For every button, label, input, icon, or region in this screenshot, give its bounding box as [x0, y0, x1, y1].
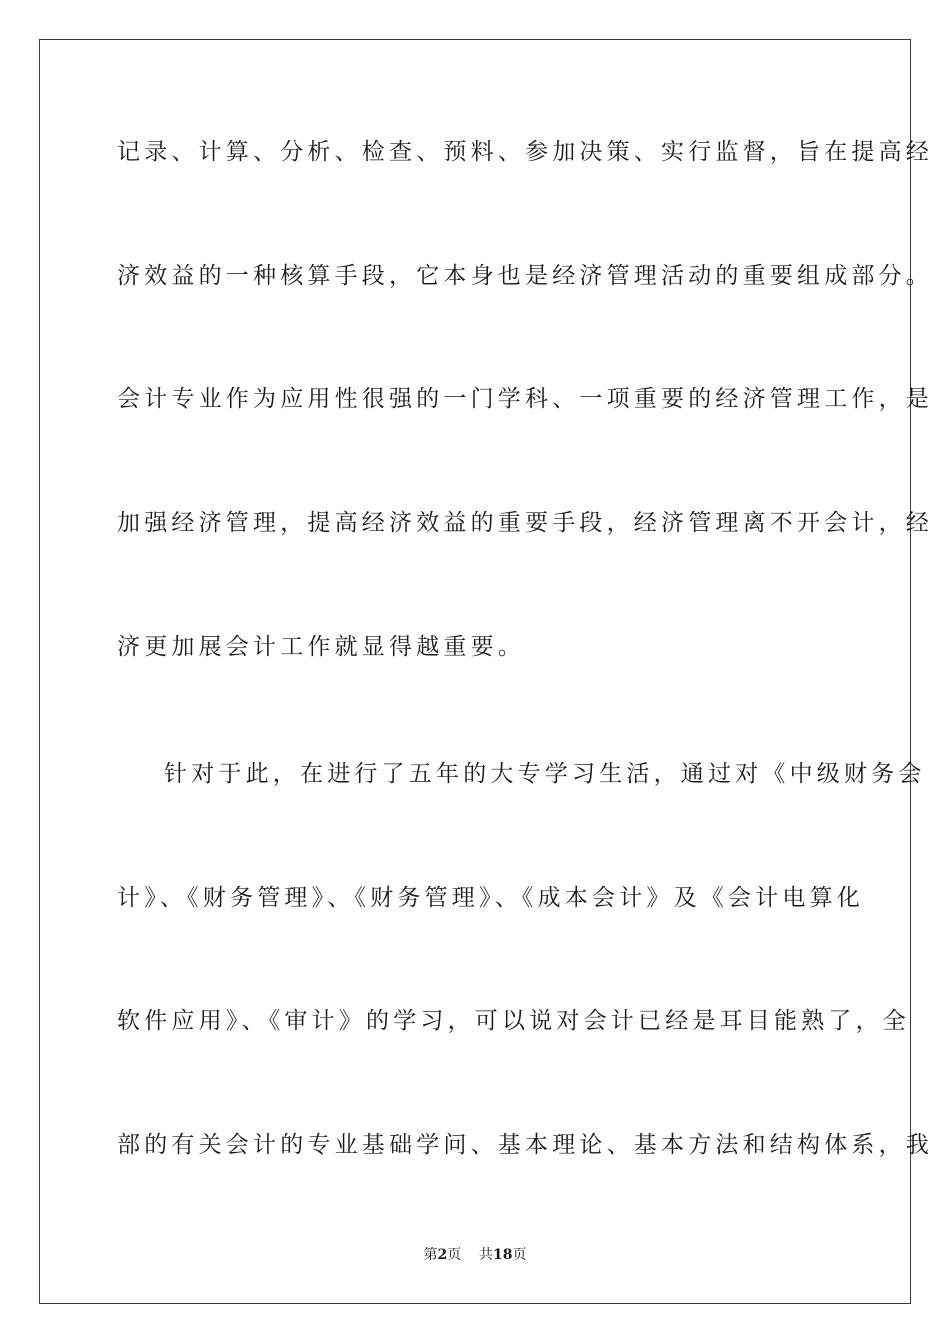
body-text-line-3: 会计专业作为应用性很强的一门学科、一项重要的经济管理工作，是	[117, 386, 933, 412]
body-text-line-6: 针对于此，在进行了五年的大专学习生活，通过对《中级财务会	[164, 761, 926, 787]
body-text-line-4: 加强经济管理，提高经济效益的重要手段，经济管理离不开会计，经	[117, 510, 933, 536]
footer-page-number: 2	[437, 1247, 448, 1263]
body-text-line-5: 济更加展会计工作就显得越重要。	[117, 634, 525, 660]
footer-total-suffix: 页	[512, 1247, 527, 1263]
footer-total-prefix: 共	[479, 1247, 494, 1263]
body-text-line-9: 部的有关会计的专业基础学问、基本理论、基本方法和结构体系，我	[117, 1132, 933, 1158]
body-text-line-8: 软件应用》、《审计》的学习，可以说对会计已经是耳目能熟了，全	[117, 1008, 910, 1034]
body-text-line-7: 计》、《财务管理》、《财务管理》、《成本会计》及《会计电算化	[117, 885, 864, 911]
body-text-line-2: 济效益的一种核算手段，它本身也是经济管理活动的重要组成部分。	[117, 263, 933, 289]
body-text-line-1: 记录、计算、分析、检查、预料、参加决策、实行监督，旨在提高经	[117, 139, 933, 165]
footer-total-pages: 18	[493, 1247, 513, 1263]
footer-page-suffix: 页	[447, 1247, 462, 1263]
page-footer	[0, 1246, 950, 1264]
footer-page-prefix: 第	[423, 1247, 438, 1263]
page-border	[39, 39, 933, 1304]
